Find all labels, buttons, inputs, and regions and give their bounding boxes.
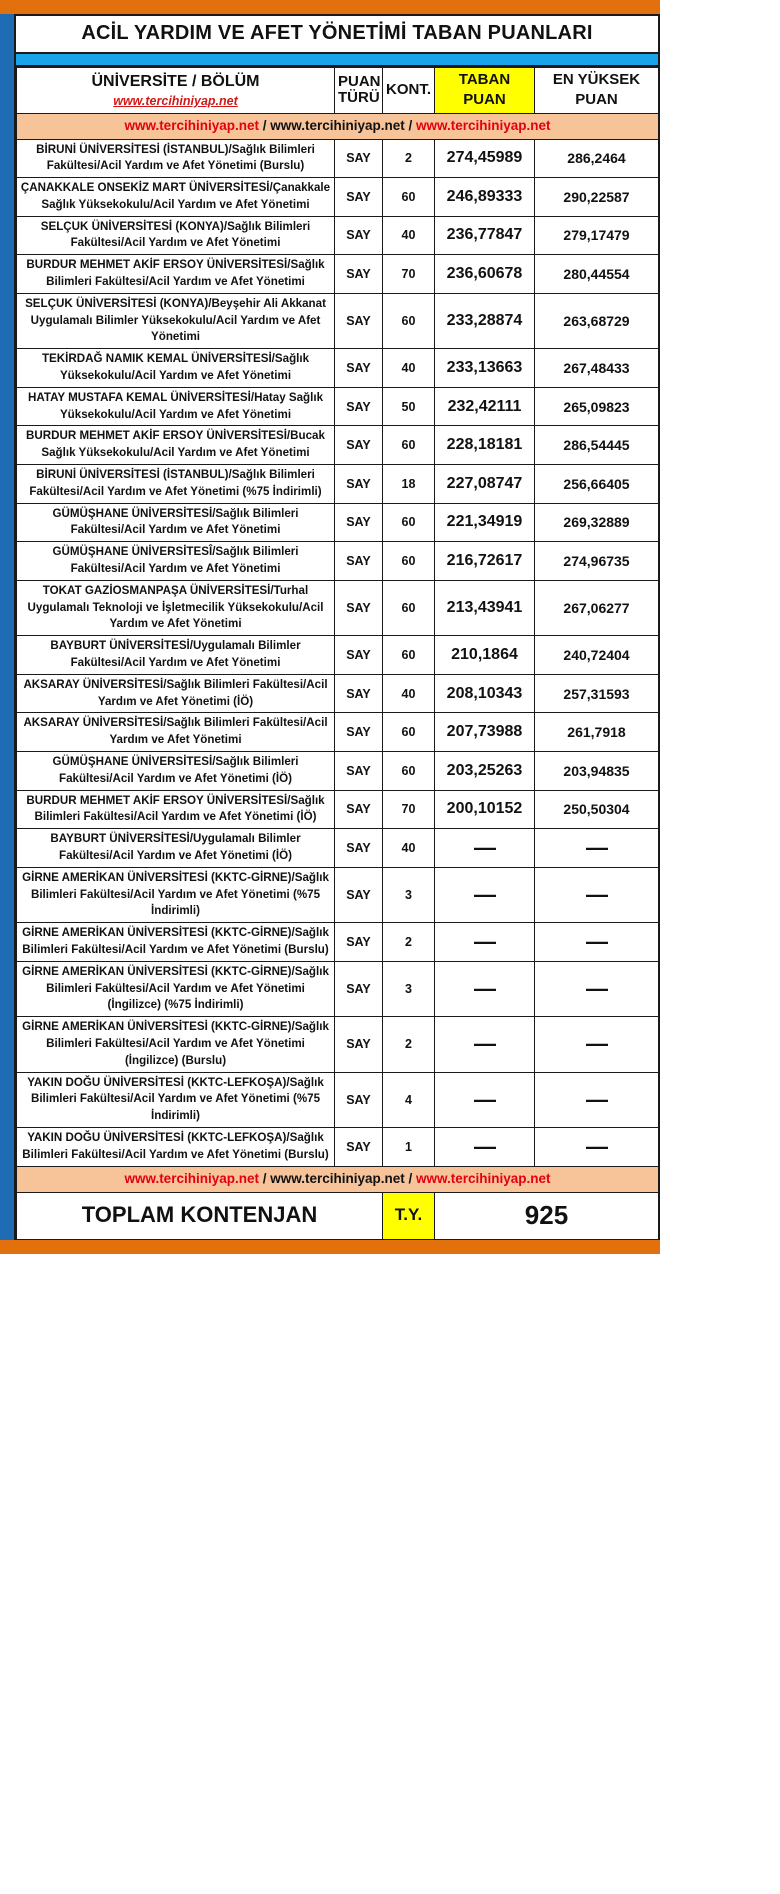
- cell-max-score: —: [535, 867, 659, 922]
- column-header-score-type-line1: PUAN: [338, 72, 381, 90]
- promo-site-link[interactable]: www.tercihiniyap.net: [416, 1170, 551, 1186]
- cell-base-score: —: [435, 1017, 535, 1072]
- cell-score-type: SAY: [335, 1127, 383, 1166]
- cell-university: SELÇUK ÜNİVERSİTESİ (KONYA)/Beyşehir Ali Akkanat Uygulamalı Bilimler Yüksekokulu/Acil Yardım ve Afet Yönetimi: [17, 293, 335, 348]
- cell-score-type: SAY: [335, 503, 383, 542]
- table-row: [17, 923, 659, 962]
- column-header-university-site[interactable]: www.tercihiniyap.net: [113, 93, 238, 108]
- cell-quota: 3: [383, 961, 435, 1016]
- table-row: [17, 1127, 659, 1166]
- column-header-max-score-line2: PUAN: [575, 91, 618, 109]
- table-row: [17, 636, 659, 675]
- cell-quota: 60: [383, 542, 435, 581]
- column-header-score-type: [335, 68, 383, 114]
- cell-university: BAYBURT ÜNİVERSİTESİ/Uygulamalı Bilimler Fakültesi/Acil Yardım ve Afet Yönetimi: [17, 636, 335, 675]
- promo-band-top-text[interactable]: [124, 118, 550, 133]
- cell-university: YAKIN DOĞU ÜNİVERSİTESİ (KKTC-LEFKOŞA)/Sağlık Bilimleri Fakültesi/Acil Yardım ve Afet Yönetimi (%75 İndirimli): [17, 1072, 335, 1127]
- cell-university: GİRNE AMERİKAN ÜNİVERSİTESİ (KKTC-GİRNE)/Sağlık Bilimleri Fakültesi/Acil Yardım ve Afet Yönetimi (İngilizce) (%75 İndirimli): [17, 961, 335, 1016]
- table-row: [17, 752, 659, 791]
- cell-quota: 2: [383, 1017, 435, 1072]
- table-row: [17, 349, 659, 388]
- cell-university: AKSARAY ÜNİVERSİTESİ/Sağlık Bilimleri Fakültesi/Acil Yardım ve Afet Yönetimi: [17, 713, 335, 752]
- cell-university: BURDUR MEHMET AKİF ERSOY ÜNİVERSİTESİ/Bucak Sağlık Yüksekokulu/Acil Yardım ve Afet Yönetimi: [17, 426, 335, 465]
- cell-score-type: SAY: [335, 961, 383, 1016]
- table-container: [14, 14, 660, 1240]
- table-row: [17, 542, 659, 581]
- cell-base-score: 232,42111: [435, 387, 535, 426]
- cell-base-score: 203,25263: [435, 752, 535, 791]
- cell-quota: 60: [383, 426, 435, 465]
- page-title: ACİL YARDIM VE AFET YÖNETİMİ TABAN PUANLARI: [81, 22, 593, 44]
- cell-quota: 70: [383, 255, 435, 294]
- cell-quota: 40: [383, 829, 435, 868]
- column-header-max-score-line1: EN YÜKSEK: [552, 71, 641, 88]
- table-row: [17, 387, 659, 426]
- cell-score-type: SAY: [335, 636, 383, 675]
- table-foot: [17, 1166, 659, 1239]
- column-header-base-score-line2: PUAN: [463, 91, 506, 109]
- cell-university: ÇANAKKALE ONSEKİZ MART ÜNİVERSİTESİ/Çanakkale Sağlık Yüksekokulu/Acil Yardım ve Afet Yönetimi: [17, 178, 335, 217]
- promo-site-link[interactable]: www.tercihiniyap.net: [124, 117, 259, 133]
- blue-frame: [0, 14, 660, 1240]
- cell-score-type: SAY: [335, 713, 383, 752]
- total-score-type: T.Y.: [383, 1192, 435, 1239]
- cell-score-type: SAY: [335, 542, 383, 581]
- promo-band-bottom-text[interactable]: [124, 1171, 550, 1186]
- cell-max-score: 256,66405: [535, 465, 659, 504]
- cell-max-score: 263,68729: [535, 293, 659, 348]
- cell-score-type: SAY: [335, 829, 383, 868]
- cell-university: GİRNE AMERİKAN ÜNİVERSİTESİ (KKTC-GİRNE)/Sağlık Bilimleri Fakültesi/Acil Yardım ve Afet Yönetimi (Burslu): [17, 923, 335, 962]
- total-quota-value: 925: [435, 1192, 659, 1239]
- bottom-orange-bar: [0, 1240, 660, 1254]
- promo-separator: www.tercihiniyap.net: [270, 1170, 405, 1186]
- scores-table: [16, 67, 659, 1240]
- table-row: [17, 426, 659, 465]
- cell-max-score: 290,22587: [535, 178, 659, 217]
- cell-quota: 70: [383, 790, 435, 829]
- column-header-university: [17, 68, 335, 114]
- cell-score-type: SAY: [335, 580, 383, 635]
- cell-score-type: SAY: [335, 465, 383, 504]
- cell-quota: 60: [383, 752, 435, 791]
- cell-quota: 40: [383, 349, 435, 388]
- cell-base-score: 216,72617: [435, 542, 535, 581]
- table-row: [17, 580, 659, 635]
- table-row: [17, 178, 659, 217]
- table-row: [17, 1072, 659, 1127]
- cell-base-score: 213,43941: [435, 580, 535, 635]
- cell-university: GÜMÜŞHANE ÜNİVERSİTESİ/Sağlık Bilimleri Fakültesi/Acil Yardım ve Afet Yönetimi: [17, 503, 335, 542]
- cell-score-type: SAY: [335, 790, 383, 829]
- cell-max-score: 286,2464: [535, 139, 659, 178]
- cell-max-score: —: [535, 961, 659, 1016]
- cell-max-score: —: [535, 923, 659, 962]
- table-row: [17, 293, 659, 348]
- table-head: [17, 68, 659, 140]
- table-row: [17, 674, 659, 713]
- cell-university: BURDUR MEHMET AKİF ERSOY ÜNİVERSİTESİ/Sağlık Bilimleri Fakültesi/Acil Yardım ve Afet Yönetimi: [17, 255, 335, 294]
- cell-base-score: 207,73988: [435, 713, 535, 752]
- cell-score-type: SAY: [335, 1072, 383, 1127]
- table-row: [17, 867, 659, 922]
- cell-max-score: —: [535, 829, 659, 868]
- cell-max-score: 265,09823: [535, 387, 659, 426]
- column-header-quota: KONT.: [383, 68, 435, 114]
- cell-base-score: —: [435, 1127, 535, 1166]
- cell-base-score: 228,18181: [435, 426, 535, 465]
- promo-band-top-cell: [17, 113, 659, 139]
- cell-base-score: —: [435, 829, 535, 868]
- table-row: [17, 503, 659, 542]
- cell-max-score: —: [535, 1072, 659, 1127]
- cell-base-score: 246,89333: [435, 178, 535, 217]
- cell-max-score: 269,32889: [535, 503, 659, 542]
- cell-max-score: 267,06277: [535, 580, 659, 635]
- table-row: [17, 790, 659, 829]
- cell-score-type: SAY: [335, 1017, 383, 1072]
- cell-max-score: 280,44554: [535, 255, 659, 294]
- table-row: [17, 713, 659, 752]
- column-header-max-score: [535, 68, 659, 114]
- promo-site-link[interactable]: www.tercihiniyap.net: [416, 117, 551, 133]
- cell-quota: 2: [383, 139, 435, 178]
- cell-score-type: SAY: [335, 178, 383, 217]
- promo-separator: /: [258, 117, 271, 133]
- cell-base-score: 210,1864: [435, 636, 535, 675]
- cell-base-score: 227,08747: [435, 465, 535, 504]
- cell-score-type: SAY: [335, 923, 383, 962]
- cell-base-score: 236,77847: [435, 216, 535, 255]
- cell-max-score: —: [535, 1017, 659, 1072]
- cell-max-score: 203,94835: [535, 752, 659, 791]
- cell-university: AKSARAY ÜNİVERSİTESİ/Sağlık Bilimleri Fakültesi/Acil Yardım ve Afet Yönetimi (İÖ): [17, 674, 335, 713]
- cell-base-score: 233,13663: [435, 349, 535, 388]
- cell-score-type: SAY: [335, 867, 383, 922]
- promo-separator: /: [404, 1170, 417, 1186]
- cell-base-score: —: [435, 867, 535, 922]
- table-row: [17, 139, 659, 178]
- cell-quota: 50: [383, 387, 435, 426]
- cell-university: BAYBURT ÜNİVERSİTESİ/Uygulamalı Bilimler Fakültesi/Acil Yardım ve Afet Yönetimi (İÖ): [17, 829, 335, 868]
- column-header-base-score-line1: TABAN: [458, 71, 511, 88]
- table-row: [17, 216, 659, 255]
- cell-quota: 2: [383, 923, 435, 962]
- cell-university: BİRUNİ ÜNİVERSİTESİ (İSTANBUL)/Sağlık Bilimleri Fakültesi/Acil Yardım ve Afet Yönetimi (Burslu): [17, 139, 335, 178]
- cell-quota: 4: [383, 1072, 435, 1127]
- cell-university: TOKAT GAZİOSMANPAŞA ÜNİVERSİTESİ/Turhal Uygulamalı Teknoloji ve İşletmecilik Yüksekokulu/Acil Yardım ve Afet Yönetimi: [17, 580, 335, 635]
- table-row: [17, 1017, 659, 1072]
- cell-max-score: 274,96735: [535, 542, 659, 581]
- cell-university: GİRNE AMERİKAN ÜNİVERSİTESİ (KKTC-GİRNE)/Sağlık Bilimleri Fakültesi/Acil Yardım ve Afet Yönetimi (%75 İndirimli): [17, 867, 335, 922]
- cell-score-type: SAY: [335, 426, 383, 465]
- cell-base-score: 236,60678: [435, 255, 535, 294]
- cell-university: GÜMÜŞHANE ÜNİVERSİTESÎ/Sağlık Bilimleri Fakültesi/Acil Yardım ve Afet Yönetimi: [17, 542, 335, 581]
- column-header-university-label: ÜNİVERSİTE / BÖLÜM: [91, 72, 260, 90]
- table-row: [17, 961, 659, 1016]
- cell-quota: 60: [383, 293, 435, 348]
- cell-base-score: 274,45989: [435, 139, 535, 178]
- cell-quota: 60: [383, 503, 435, 542]
- cell-base-score: —: [435, 923, 535, 962]
- cell-max-score: 286,54445: [535, 426, 659, 465]
- cell-university: SELÇUK ÜNİVERSİTESİ (KONYA)/Sağlık Bilimleri Fakültesi/Acil Yardım ve Afet Yönetimi: [17, 216, 335, 255]
- cell-quota: 60: [383, 713, 435, 752]
- bottom-padding: [0, 1254, 780, 1258]
- cell-base-score: 208,10343: [435, 674, 535, 713]
- cell-university: BURDUR MEHMET AKİF ERSOY ÜNİVERSİTESİ/Sağlık Bilimleri Fakültesi/Acil Yardım ve Afet Yönetimi (İÖ): [17, 790, 335, 829]
- page-title-row: [16, 14, 658, 54]
- table-row: [17, 829, 659, 868]
- cell-quota: 60: [383, 178, 435, 217]
- promo-band-top: [17, 113, 659, 139]
- cell-max-score: 250,50304: [535, 790, 659, 829]
- promo-site-link[interactable]: www.tercihiniyap.net: [124, 1170, 259, 1186]
- cell-quota: 60: [383, 580, 435, 635]
- cell-quota: 40: [383, 674, 435, 713]
- cell-university: TEKİRDAĞ NAMIK KEMAL ÜNİVERSİTESİ/Sağlık Yüksekokulu/Acil Yardım ve Afet Yönetimi: [17, 349, 335, 388]
- cell-base-score: —: [435, 961, 535, 1016]
- cell-university: GİRNE AMERİKAN ÜNİVERSİTESİ (KKTC-GİRNE)/Sağlık Bilimleri Fakültesi/Acil Yardım ve Afet Yönetimi (İngilizce) (Burslu): [17, 1017, 335, 1072]
- cell-quota: 18: [383, 465, 435, 504]
- promo-separator: www.tercihiniyap.net: [270, 117, 405, 133]
- cell-max-score: 257,31593: [535, 674, 659, 713]
- cell-score-type: SAY: [335, 387, 383, 426]
- promo-band-bottom: [17, 1166, 659, 1192]
- promo-band-bottom-cell: [17, 1166, 659, 1192]
- top-orange-bar: [0, 0, 660, 14]
- cell-university: GÜMÜŞHANE ÜNİVERSİTESİ/Sağlık Bilimleri Fakültesi/Acil Yardım ve Afet Yönetimi (İÖ): [17, 752, 335, 791]
- cell-base-score: —: [435, 1072, 535, 1127]
- table-row: [17, 255, 659, 294]
- cell-score-type: SAY: [335, 139, 383, 178]
- cell-base-score: 221,34919: [435, 503, 535, 542]
- cell-score-type: SAY: [335, 293, 383, 348]
- promo-separator: /: [404, 117, 417, 133]
- cell-base-score: 233,28874: [435, 293, 535, 348]
- cell-score-type: SAY: [335, 752, 383, 791]
- promo-separator: /: [258, 1170, 271, 1186]
- cell-quota: 3: [383, 867, 435, 922]
- cell-university: YAKIN DOĞU ÜNİVERSİTESİ (KKTC-LEFKOŞA)/Sağlık Bilimleri Fakültesi/Acil Yardım ve Afet Yönetimi (Burslu): [17, 1127, 335, 1166]
- cell-university: BİRUNİ ÜNİVERSİTESİ (İSTANBUL)/Sağlık Bilimleri Fakültesi/Acil Yardım ve Afet Yönetimi (%75 İndirimli): [17, 465, 335, 504]
- total-row: [17, 1192, 659, 1239]
- table-row: [17, 465, 659, 504]
- total-label: TOPLAM KONTENJAN: [17, 1192, 383, 1239]
- blue-divider-strip: [16, 54, 658, 67]
- cell-base-score: 200,10152: [435, 790, 535, 829]
- cell-max-score: 240,72404: [535, 636, 659, 675]
- cell-quota: 1: [383, 1127, 435, 1166]
- cell-university: HATAY MUSTAFA KEMAL ÜNİVERSİTESİ/Hatay Sağlık Yüksekokulu/Acil Yardım ve Afet Yönetimi: [17, 387, 335, 426]
- cell-max-score: 267,48433: [535, 349, 659, 388]
- header-row: [17, 68, 659, 114]
- column-header-score-type-line2: TÜRÜ: [338, 89, 380, 107]
- cell-score-type: SAY: [335, 349, 383, 388]
- cell-max-score: 279,17479: [535, 216, 659, 255]
- column-header-base-score: [435, 68, 535, 114]
- cell-max-score: —: [535, 1127, 659, 1166]
- cell-score-type: SAY: [335, 216, 383, 255]
- cell-quota: 40: [383, 216, 435, 255]
- cell-quota: 60: [383, 636, 435, 675]
- cell-score-type: SAY: [335, 674, 383, 713]
- cell-max-score: 261,7918: [535, 713, 659, 752]
- cell-score-type: SAY: [335, 255, 383, 294]
- table-body: [17, 139, 659, 1166]
